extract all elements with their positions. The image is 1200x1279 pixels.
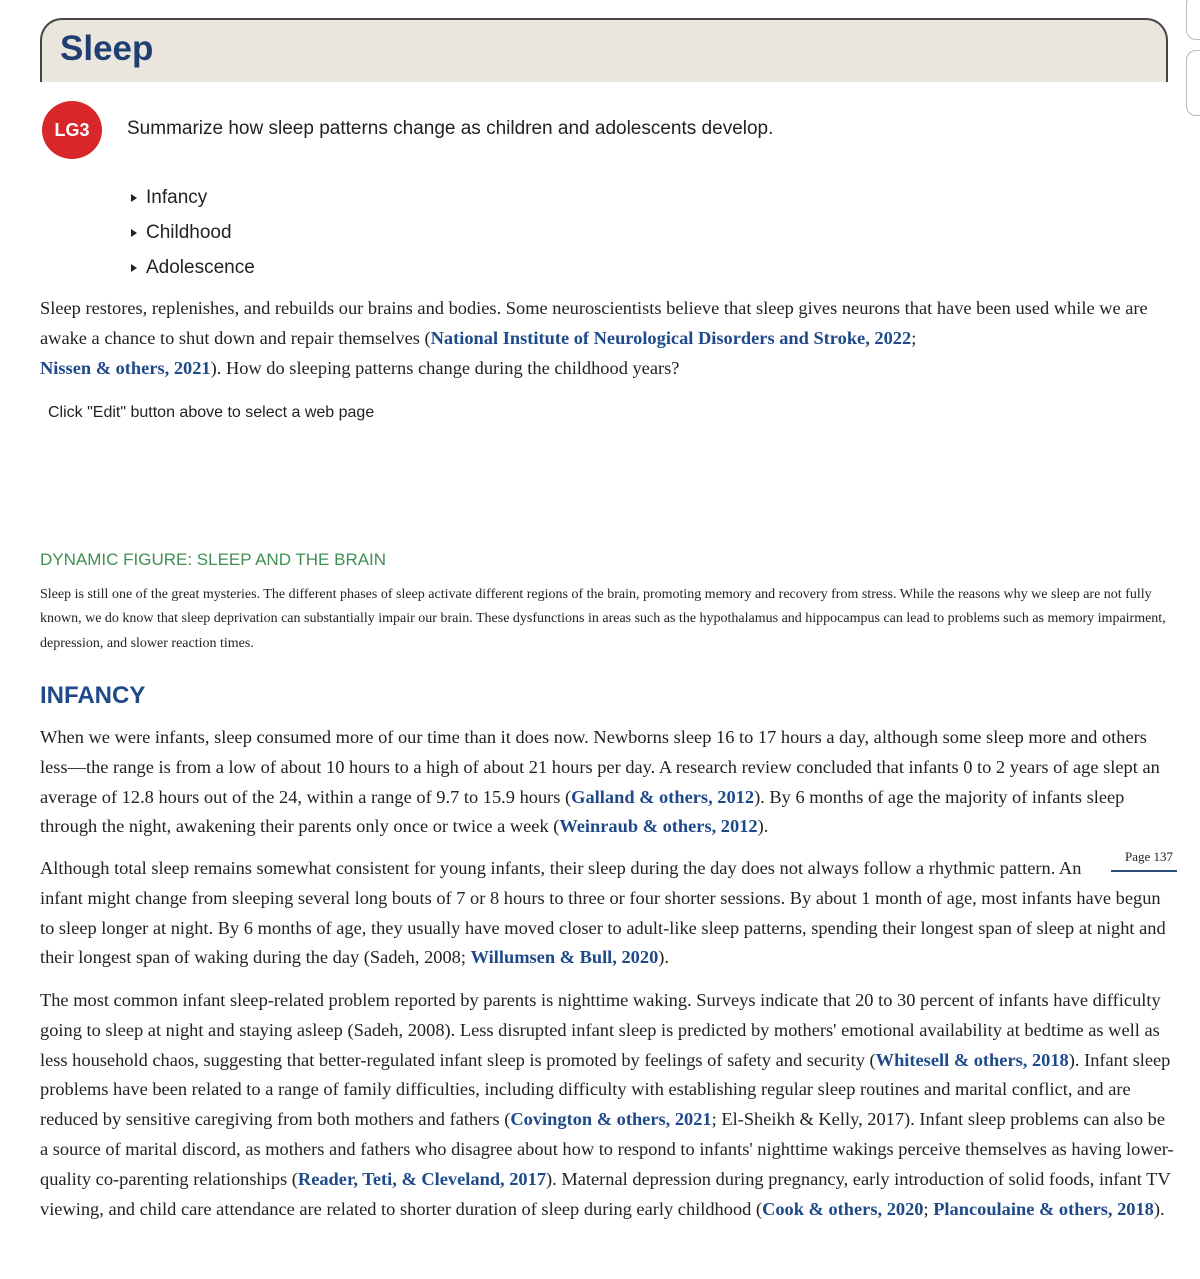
citation-link[interactable]: National Institute of Neurological Disorders and Stroke, 2022: [430, 327, 912, 348]
figure-caption: Sleep is still one of the great mysteries. The different phases of sleep activate different regions of the brain, promoting memory and recovery from stress. While the reasons why we sleep are not fully known, we do know that sleep deprivation can substantially impair our brain. These dysfunctions in areas such as the hypothalamus and hippocampus can lead to problems such as memory impairment, depression, and slower reaction times.: [40, 587, 1166, 651]
section-header: [40, 18, 1168, 82]
list-item: Childhood: [131, 215, 255, 250]
page-marker: Page 137: [1111, 848, 1177, 872]
intro-paragraph: Sleep restores, replenishes, and rebuilds our brains and bodies. Some neuroscientists believe that sleep gives neurons that have been used while we are awake a chance to shut down and repair themselves (National Institute of Neurological Disorders and Stroke, 2022; Nissen & others, 2021). How do sleeping patterns change during the childhood years?: [40, 298, 1148, 378]
citation-link[interactable]: Willumsen & Bull, 2020: [470, 947, 659, 968]
citation-link[interactable]: Cook & others, 2020: [762, 1198, 924, 1219]
citation-link[interactable]: Plancoulaine & others, 2018: [933, 1198, 1154, 1219]
citation-link[interactable]: Covington & others, 2021: [510, 1109, 712, 1130]
page-title: Sleep: [60, 29, 154, 68]
edit-note: Click "Edit" button above to select a web page: [48, 404, 375, 421]
infancy-paragraph-2: Page 137 Although total sleep remains somewhat consistent for young infants, their sleep during the day does not always follow a rhythmic pattern. An infant might change from sleeping several long bouts of 7 or 8 hours to three or four shorter sessions. By about 1 month of age, most infants have begun to sleep longer at night. By 6 months of age, they usually have moved closer to adult-like sleep patterns, spending their longest span of sleep at night and their longest span of waking during the day (Sadeh, 2008; Willumsen & Bull, 2020).: [40, 854, 1175, 973]
citation-link[interactable]: Nissen & others, 2021: [40, 357, 211, 378]
bookmark-icon[interactable]: [1186, 50, 1200, 116]
side-panel-edge[interactable]: [1186, 0, 1200, 120]
citation-link[interactable]: Whitesell & others, 2018: [875, 1049, 1069, 1070]
infancy-paragraph-3: The most common infant sleep-related problem reported by parents is nighttime waking. Surveys indicate that 20 to 30 percent of infants have difficulty going to sleep at night and staying asleep (Sadeh, 2008). Less disrupted infant sleep is predicted by mothers' emotional availability at bedtime as well as less household chaos, suggesting that better-regulated infant sleep is promoted by feelings of safety and security (Whitesell & others, 2018). Infant sleep problems have been related to a range of family difficulties, including difficulty with establishing regular sleep routines and marital conflict, and are reduced by sensitive caregiving from both mothers and fathers (Covington & others, 2021; El-Sheikh & Kelly, 2017). Infant sleep problems can also be a source of marital discord, as mothers and fathers who disagree about how to respond to infants' nighttime wakings perceive themselves as having lower-quality co-parenting relationships (Reader, Teti, & Cleveland, 2017). Maternal depression during pregnancy, early introduction of solid foods, infant TV viewing, and child care attendance are related to shorter duration of sleep during early childhood (Cook & others, 2020; Plancoulaine & others, 2018).: [40, 990, 1174, 1219]
citation-link[interactable]: Reader, Teti, & Cleveland, 2017: [297, 1168, 547, 1189]
citation-link[interactable]: Galland & others, 2012: [571, 786, 755, 807]
bullet-icon: [131, 264, 137, 272]
list-item: Adolescence: [131, 250, 255, 285]
learning-goal-badge: LG3: [42, 101, 102, 159]
section-heading-infancy: INFANCY: [40, 682, 146, 709]
bullet-icon: [131, 194, 137, 202]
citation-link[interactable]: Weinraub & others, 2012: [559, 816, 758, 837]
list-item: Infancy: [131, 180, 255, 215]
bullet-icon: [131, 229, 137, 237]
figure-title[interactable]: DYNAMIC FIGURE: SLEEP AND THE BRAIN: [40, 550, 387, 569]
side-control-top[interactable]: [1186, 0, 1200, 40]
learning-goal-text: Summarize how sleep patterns change as children and adolescents develop.: [127, 118, 774, 139]
topic-list: [131, 180, 255, 285]
infancy-paragraph-1: When we were infants, sleep consumed more of our time than it does now. Newborns sleep 16 to 17 hours a day, although some sleep more and others less—the range is from a low of about 10 hours to a high of about 21 hours per day. A research review concluded that infants 0 to 2 years of age slept an average of 12.8 hours out of the 24, within a range of 9.7 to 15.9 hours (Galland & others, 2012). By 6 months of age the majority of infants sleep through the night, awakening their parents only once or twice a week (Weinraub & others, 2012).: [40, 727, 1160, 837]
